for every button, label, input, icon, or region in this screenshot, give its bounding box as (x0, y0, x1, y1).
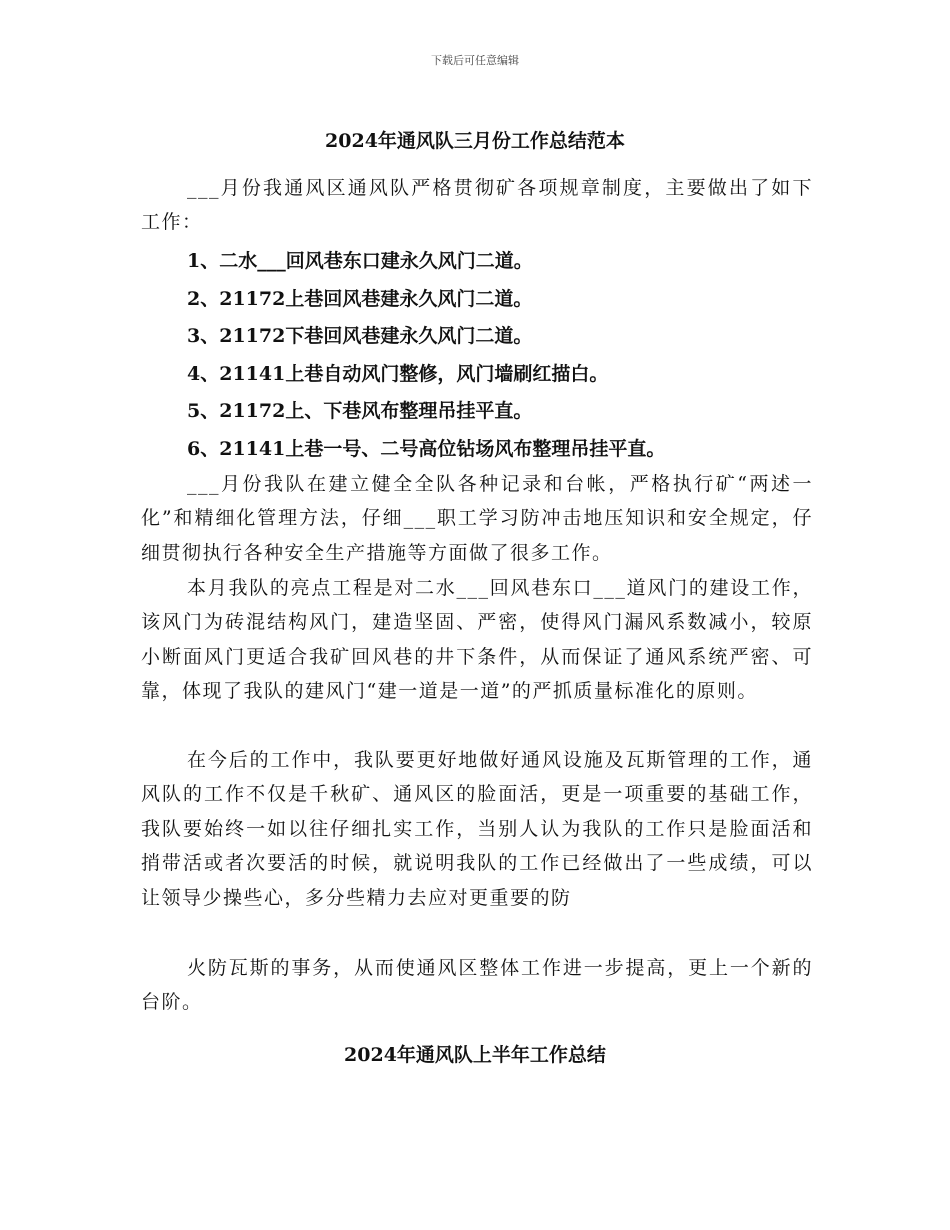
body-paragraph: 本月我队的亮点工程是对二水___回风巷东口___道风门的建设工作，该风门为砖混结构风门，建造坚固、严密，使得风门漏风系数减小，较原小断面风门更适合我矿回风巷的井下条件，从而保证了通风系统严密、可靠，体现了我队的建风门“建一道是一道”的严抓质量标准化的原则。 (141, 577, 813, 703)
work-item: 5、21172上、下巷风布整理吊挂平直。 (187, 400, 533, 422)
work-item: 3、21172下巷回风巷建永久风门二道。 (187, 325, 533, 347)
body-paragraph: 在今后的工作中，我队要更好地做好通风设施及瓦斯管理的工作，通风队的工作不仅是千秋矿、通风区的脸面活，更是一项重要的基础工作，我队要始终一如以往仔细扎实工作，当别人认为我队的工作只是脸面活和捎带活或者次要活的时候，就说明我队的工作已经做出了一些成绩，可以让领导少操些心，多分些精力去应对更重要的防 (141, 749, 813, 909)
body-paragraph: 火防瓦斯的事务，从而使通风区整体工作进一步提高，更上一个新的台阶。 (141, 957, 813, 1014)
body-paragraph: ___月份我队在建立健全全队各种记录和台帐，严格执行矿“两述一化”和精细化管理方法，仔细___职工学习防冲击地压知识和安全规定，仔细贯彻执行各种安全生产措施等方面做了很多工作。 (141, 473, 813, 564)
work-item: 4、21141上巷自动风门整修，风门墙刷红描白。 (187, 363, 609, 385)
next-section-title: 2024年通风队上半年工作总结 (344, 1044, 606, 1066)
work-item: 6、21141上巷一号、二号高位钻场风布整理吊挂平直。 (187, 438, 666, 460)
document-title: 2024年通风队三月份工作总结范本 (325, 130, 625, 152)
intro-paragraph: ___月份我通风区通风队严格贯彻矿各项规章制度，主要做出了如下工作： (141, 177, 813, 234)
work-item: 1、二水___回风巷东口建永久风门二道。 (187, 250, 533, 272)
page-header-note: 下载后可任意编辑 (431, 54, 519, 67)
work-item: 2、21172上巷回风巷建永久风门二道。 (187, 288, 533, 310)
